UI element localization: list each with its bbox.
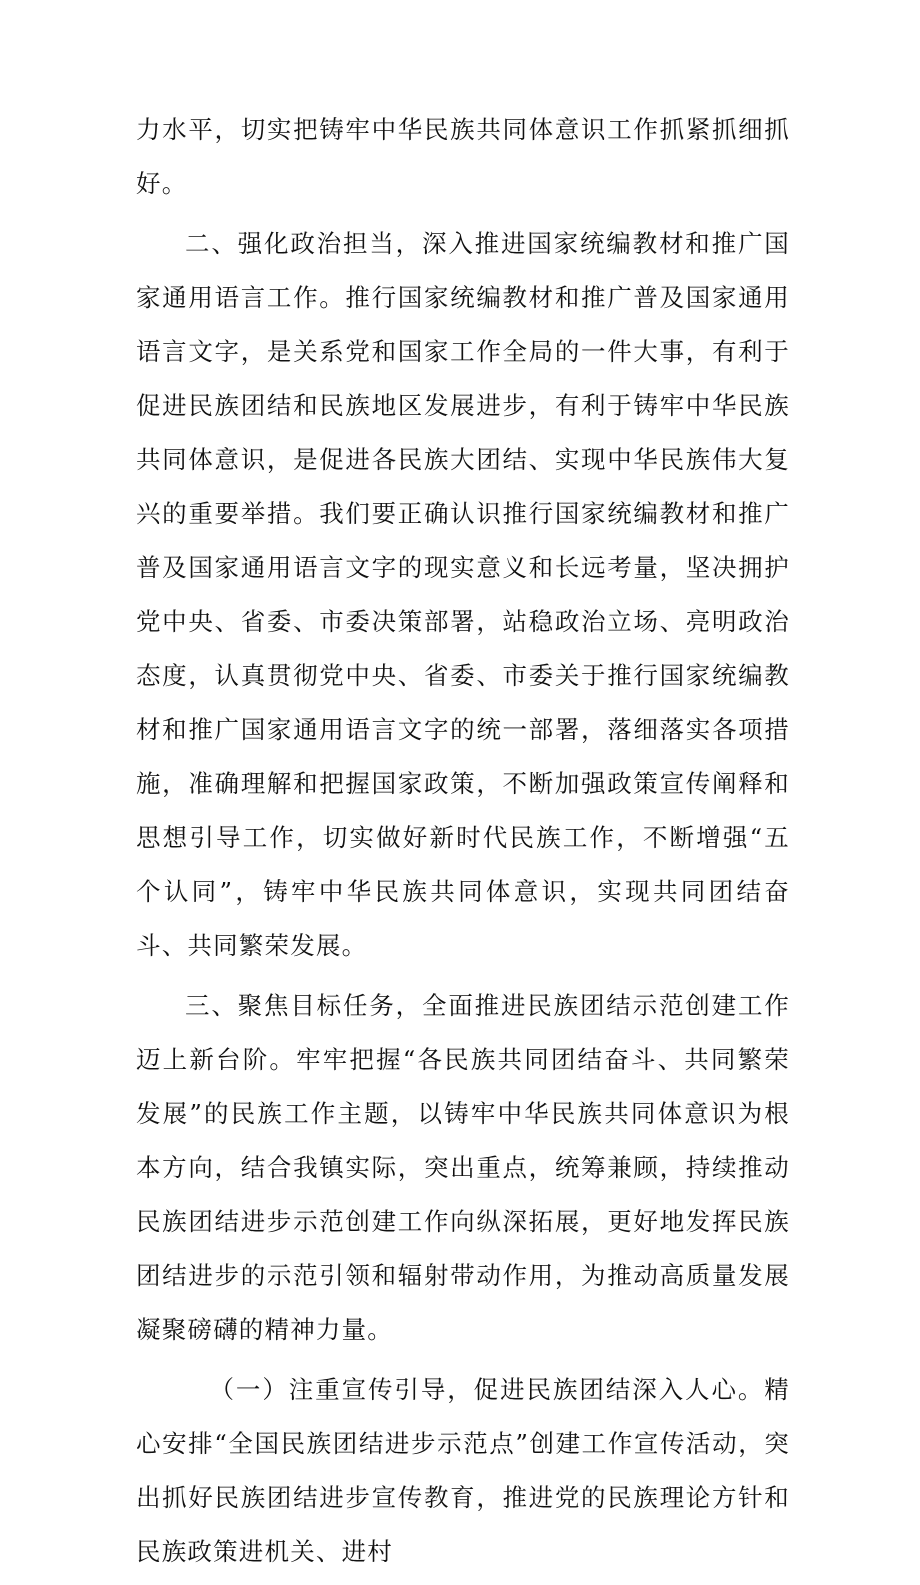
- paragraph-section-three: 三、聚焦目标任务，全面推进民族团结示范创建工作迈上新台阶。牢牢把握“各民族共同团结奋斗、共同繁荣发展”的民族工作主题，以铸牢中华民族共同体意识为根本方向，结合我镇实际，突出重点，统筹兼顾，持续推动民族团结进步示范创建工作向纵深拓展，更好地发挥民族团结进步的示范引领和辐射带动作用，为推动高质量发展凝聚磅礴的精神力量。: [136, 991, 790, 1344]
- paragraph-section-two: 二、强化政治担当，深入推进国家统编教材和推广国家通用语言工作。推行国家统编教材和推广普及国家通用语言文字，是关系党和国家工作全局的一件大事，有利于促进民族团结和民族地区发展进步，有利于铸牢中华民族共同体意识，是促进各民族大团结、实现中华民族伟大复兴的重要举措。我们要正确认识推行国家统编教材和推广普及国家通用语言文字的现实意义和长远考量，坚决拥护党中央、省委、市委决策部署，站稳政治立场、亮明政治态度，认真贯彻党中央、省委、市委关于推行国家统编教材和推广国家通用语言文字的统一部署，落细落实各项措施，准确理解和把握国家政策，不断加强政策宣传阐释和思想引导工作，切实做好新时代民族工作，不断增强“五个认同”，铸牢中华民族共同体意识，实现共同团结奋斗、共同繁荣发展。: [136, 229, 790, 960]
- paragraph-subsection-one: （一）注重宣传引导，促进民族团结深入人心。精心安排“全国民族团结进步示范点”创建工作宣传活动，突出抓好民族团结进步宣传教育，推进党的民族理论方针和民族政策进机关、进村: [136, 1375, 790, 1566]
- document-body: [136, 103, 790, 1585]
- paragraph-continuation: 力水平，切实把铸牢中华民族共同体意识工作抓紧抓细抓好。: [136, 115, 790, 198]
